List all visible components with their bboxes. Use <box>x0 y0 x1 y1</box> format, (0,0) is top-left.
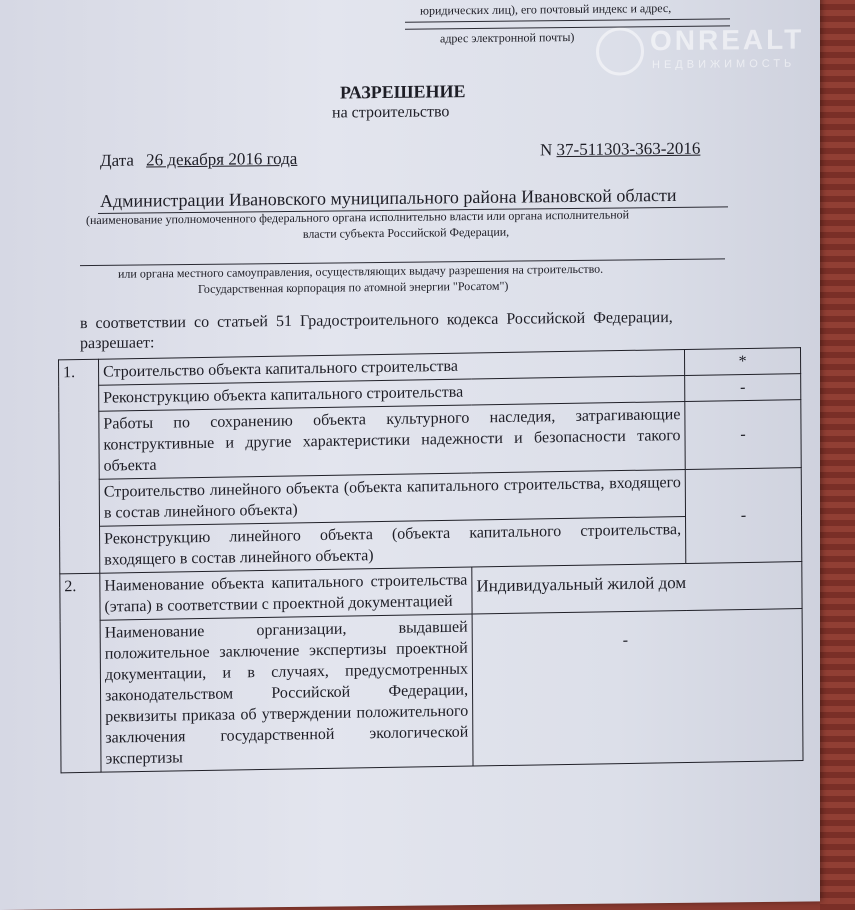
permit-table <box>58 347 804 773</box>
header-line-1: юридических лиц), его почтовый индекс и адрес, <box>420 0 672 18</box>
document-title: РАЗРЕШЕНИЕ <box>340 81 466 103</box>
permit-mark: * <box>684 348 800 376</box>
permit-item: Реконструкцию линейного объекта (объекта капитального строительства, входящего в состав линейного объекта) <box>100 516 686 573</box>
permit-item: Строительство линейного объекта (объекта капитального строительства, входящего в состав линейного объекта) <box>99 469 685 526</box>
expertise-value: - <box>472 609 803 766</box>
watermark-logo-icon <box>596 27 644 76</box>
issuer-note-1: (наименование уполномоченного федерального органа исполнительно власти или органа исполнительной <box>86 207 630 228</box>
header-line-2: адрес электронной почты) <box>440 29 575 46</box>
permit-mark: - <box>685 468 802 564</box>
object-label: Наименование объекта капитального строительства (этапа) в соответствии с проектной документацией <box>100 567 472 620</box>
permit-mark: - <box>685 400 801 470</box>
number-label: N <box>540 140 553 160</box>
number-value: 37-511303-363-2016 <box>556 138 701 160</box>
permit-item: Строительство объекта капитального строительства <box>99 350 685 386</box>
object-value: Индивидуальный жилой дом <box>472 562 802 614</box>
expertise-label: Наименование организации, выдавшей положительное заключение экспертизы проектной документации, и в случаях, предусмотренных законодательством Российской Федерации, реквизиты приказа об утверждении положительного заключения государственной экологической экспертизы <box>100 614 473 772</box>
section-number: 1. <box>59 359 100 574</box>
watermark-subtitle: НЕДВИЖИМОСТЬ <box>652 57 796 72</box>
date-line <box>100 149 297 171</box>
permit-mark: - <box>685 374 801 402</box>
background-edge <box>820 0 855 910</box>
basis-text: в соответствии со статьей 51 Градостроительного кодекса Российской Федерации, <box>80 308 673 333</box>
document-subtitle: на строительство <box>332 103 450 122</box>
number-line <box>540 139 700 161</box>
watermark-brand: ONREALT <box>650 23 805 57</box>
permit-item: Работы по сохранению объекта культурного наследия, затрагивающие конструктивные и другие характеристики надежности и безопасности такого объекта <box>99 402 685 480</box>
issuer-name: Администрации Ивановского муниципального района Ивановской области <box>100 184 677 211</box>
table-row <box>59 400 801 480</box>
permit-item: Реконструкцию объекта капитального строительства <box>99 376 685 412</box>
header-rule-1 <box>405 18 730 22</box>
date-label: Дата <box>100 150 134 170</box>
basis-text-2: разрешает: <box>80 334 155 353</box>
issuer-note-2: власти субъекта Российской Федерации, <box>302 224 510 241</box>
section-number: 2. <box>60 573 101 773</box>
date-value: 26 декабря 2016 года <box>146 148 298 170</box>
issuer-note-3: или органа местного самоуправления, осуществляющих выдачу разрешения на строительство. <box>118 261 604 281</box>
table-row <box>60 609 803 773</box>
issuer-note-4: Государственная корпорация по атомной энергии "Росатом") <box>198 278 509 296</box>
